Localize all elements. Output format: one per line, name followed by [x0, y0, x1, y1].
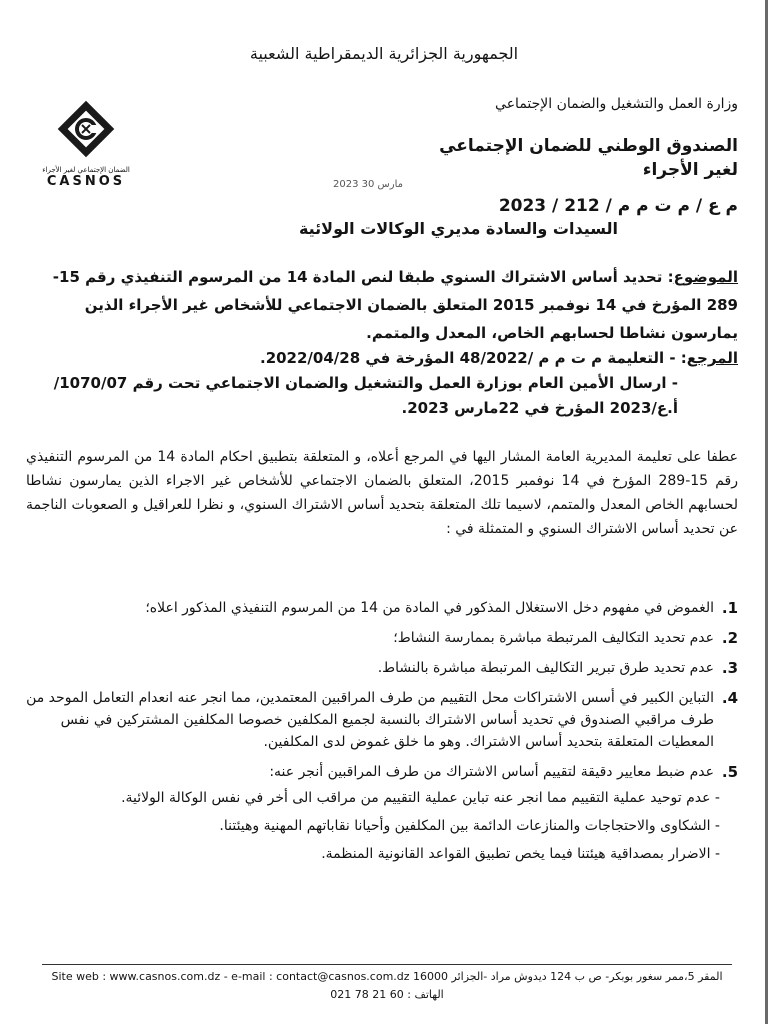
casnos-emblem-icon — [42, 98, 130, 160]
subject-block — [26, 263, 738, 347]
item-text: التباين الكبير في أسس الاشتراكات محل التقييم من طرف المراقبين المعتمدين، مما انجر عنه انعدام التعامل الموحد من طرف مراقبي الصندوق في تحديد أساس الاشتراك بالنسبة لجميع المكلفين خصوصا المكلفين المشتركين في نفس المعطيات المتعلقة بتحديد أساس الاشتراك. وهو ما خلق غموض لدى المكلفين. — [26, 690, 714, 750]
footer — [42, 968, 732, 1004]
item-number: 2. — [721, 629, 738, 647]
footer-phone: الهاتف : 60 21 78 021 — [330, 988, 444, 1001]
item-text: الغموض في مفهوم دخل الاستغلال المذكور في المادة من 14 من المرسوم التنفيذي المذكور اعلاه؛ — [145, 600, 714, 616]
reference-line-2: - ارسال الأمين العام بوزارة العمل والتشغيل والضمان الاجتماعي تحت رقم 1070/07/أ.ع/2023 المؤرخ في 22مارس 2023. — [53, 374, 678, 417]
item-number: 3. — [721, 659, 738, 677]
sub-list-item: - الشكاوى والاحتجاجات والمنازعات الدائمة بين المكلفين وأحيانا نقاباتهم المهنية وهيئتنا. — [219, 818, 720, 834]
republic-heading: الجمهورية الجزائرية الديمقراطية الشعبية — [249, 44, 519, 63]
logo-arabic-text: الضمان الإجتماعي لغير الأجراء — [42, 166, 130, 174]
ministry-name: وزارة العمل والتشغيل والضمان الإجتماعي — [495, 96, 738, 112]
item-number: 4. — [721, 689, 738, 707]
casnos-logo — [42, 98, 130, 189]
sub-list — [26, 787, 738, 871]
reference-item: : - التعليمة م ت م م /48/2022 المؤرخة في 2022/04/28. — [259, 349, 687, 367]
logo-casnos-text: CASNOS — [46, 174, 126, 189]
item-number: 1. — [721, 599, 738, 617]
list-item — [26, 597, 738, 619]
list-item — [26, 687, 738, 753]
item-text: عدم ضبط معايير دقيقة لتقييم أساس الاشتراك من طرف المراقبين أنجر عنه: — [269, 764, 714, 780]
list-item — [26, 761, 738, 871]
recipient: السيدات والسادة مديري الوكالات الولائية — [298, 219, 618, 238]
item-text: عدم تحديد طرق تبرير التكاليف المرتبطة مباشرة بالنشاط. — [377, 660, 714, 676]
item-number: 5. — [721, 763, 738, 781]
list-item — [26, 657, 738, 679]
footer-address: Site web : www.casnos.com.dz - e-mail : contact@casnos.com.dz 16000 المقر 5،ممر سغور بوبكر- ص ب 124 ديدوش مراد -الجزائر — [51, 970, 723, 983]
sub-list-item: - عدم توحيد عملية التقييم مما انجر عنه تباين عملية التقييم من مراقب الى أخر في نفس الوكالة الولائية. — [121, 790, 720, 806]
reference-line-1 — [26, 346, 738, 371]
sub-list-item: - الاضرار بمصداقية هيئتنا فيما يخص تطبيق القواعد القانونية المنظمة. — [321, 846, 720, 862]
list-item — [26, 627, 738, 649]
references-label: المرجع — [686, 349, 738, 367]
references-block — [26, 346, 738, 421]
item-text: عدم تحديد التكاليف المرتبطة مباشرة بممارسة النشاط؛ — [393, 630, 714, 646]
reference-number: م ع / م ت م م / 212 / 2023 — [498, 196, 738, 216]
footer-divider — [42, 964, 732, 965]
subject-text: : تحديد أساس الاشتراك السنوي طبقا لنص المادة 14 من المرسوم التنفيذي رقم 15-289 المؤرخ في 14 نوفمبر 2015 المتعلق بالضمان الاجتماعي للأشخاص غير الأجراء الذين يمارسون نشاطا لحسابهم الخاص، المعدل والمتمم. — [52, 268, 738, 342]
date-stamp: 2023 مارس 30 — [333, 179, 403, 190]
intro-paragraph: عطفا على تعليمة المديرية العامة المشار اليها في المرجع أعلاه، و المتعلقة بتطبيق احكام المادة 14 من المرسوم التنفيذي رقم 15-289 المؤرخ في 14 نوفمبر 2015، المتعلق بالضمان الاجتماعي للأشخاص غير الاجراء الذين يمارسون نشاطا لحسابهم الخاص المعدل والمتمم، لاسيما تلك المتعلقة بتحديد أساس الاشتراك السنوي، و نظرا للعراقيل و الصعوبات الناجمة عن تحديد أساس الاشتراك السنوي و المتمثلة في : — [26, 449, 738, 537]
subject-label: الموضوع — [673, 268, 738, 286]
fund-name: الصندوق الوطني للضمان الإجتماعي لغير الأجراء — [439, 136, 738, 180]
issues-list — [26, 597, 738, 879]
